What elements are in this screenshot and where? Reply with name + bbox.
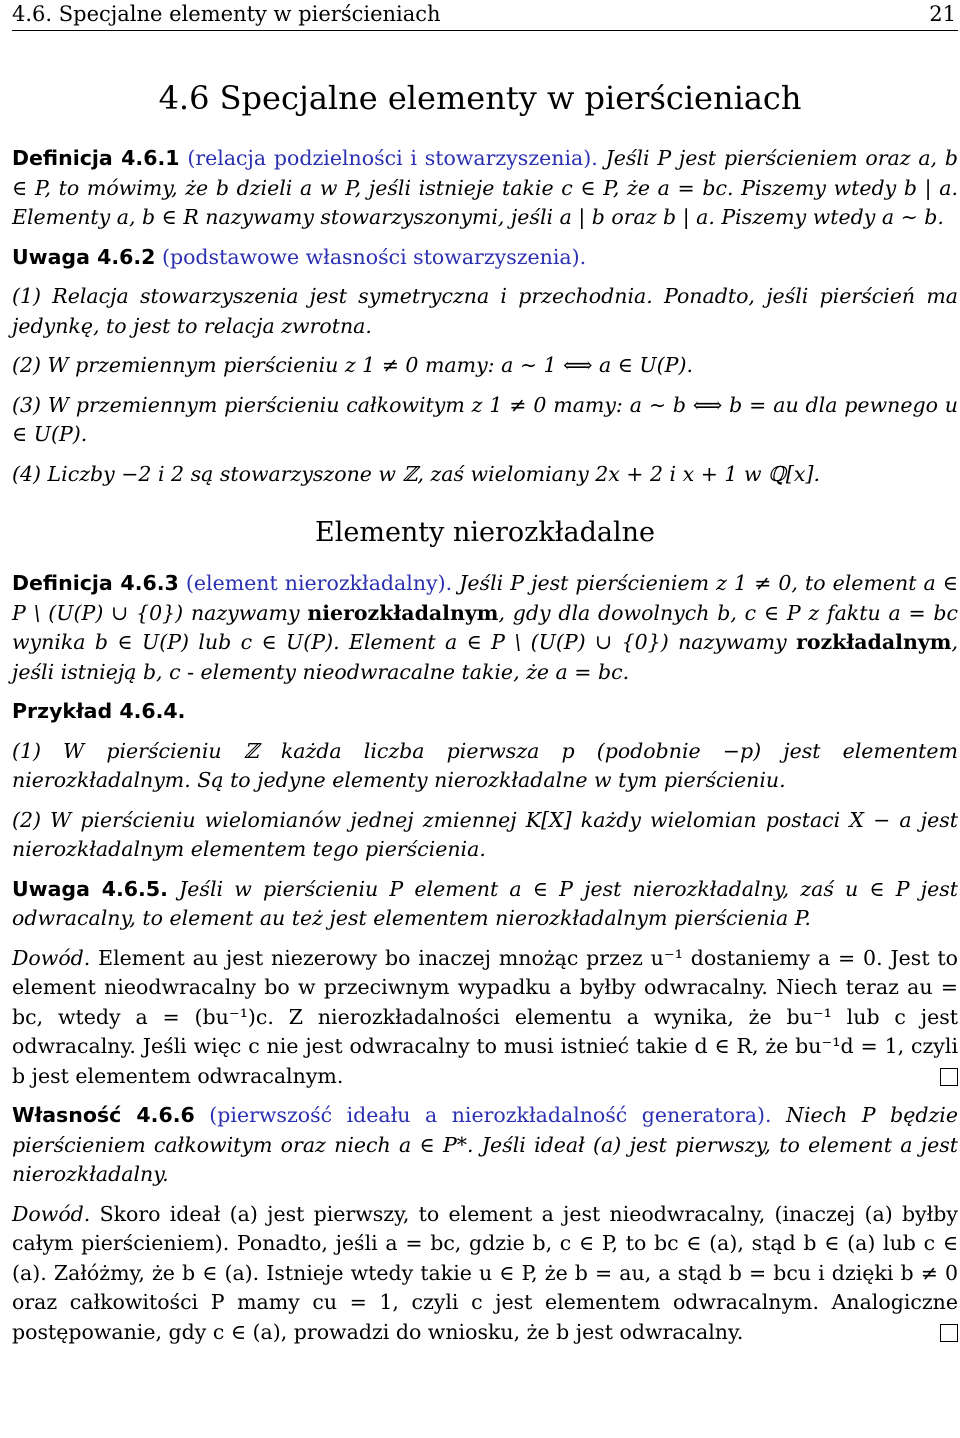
definition-4-6-1 xyxy=(12,144,958,233)
example-4-6-4-heading xyxy=(12,697,958,727)
qed-icon xyxy=(940,1324,958,1342)
header-rule xyxy=(12,30,958,31)
term-nierozkladalny: nierozkładalnym xyxy=(307,600,499,625)
definition-name[interactable]: (element nierozkładalny). xyxy=(185,571,453,595)
definition-body-b: , gdy dla dowolnych b, c ∈ P z faktu a = bc wynika b ∈ U(P) lub c ∈ U(P). Element a ∈ P \ (U(P) ∪ {0}) nazywamy xyxy=(12,600,959,654)
remark-item: (3) W przemiennym pierścieniu całkowitym z 1 ≠ 0 mamy: a ∼ b ⟺ b = au dla pewnego u ∈ U(P). xyxy=(12,392,958,446)
page-number: 21 xyxy=(929,2,956,26)
property-body: Niech P będzie pierścieniem całkowitym oraz niech a ∈ P*. Jeśli ideał (a) jest pierwszy, to element a jest nierozkładalny. xyxy=(12,1103,958,1186)
term-rozkladalny: rozkładalnym xyxy=(796,630,952,654)
remark-4-6-5 xyxy=(12,875,958,934)
example-item: (2) W pierścieniu wielomianów jednej zmiennej K[X] każdy wielomian postaci X − a jest nierozkładalnym elementem tego pierścienia. xyxy=(12,807,958,861)
definition-body: Jeśli P jest pierścieniem oraz a, b ∈ P, to mówimy, że b dzieli a w P, jeśli istnieje takie c ∈ P, że a = bc. Piszemy wtedy b | a. Elementy a, b ∈ R nazywamy stowarzyszonymi, jeśli a | b oraz b | a. Piszemy wtedy a ∼ b. xyxy=(12,146,958,229)
example-item: (1) W pierścieniu ℤ każda liczba pierwsza p (podobnie −p) jest elementem nierozkładalnym. Są to jedyne elementy nierozkładalne w tym pierścieniu. xyxy=(12,738,958,792)
remark-item: (1) Relacja stowarzyszenia jest symetryczna i przechodnia. Ponadto, jeśli pierścień ma jedynkę, to jest to relacja zwrotna. xyxy=(12,284,958,338)
proof-label: Dowód. xyxy=(12,945,91,970)
main-content xyxy=(12,144,958,1357)
remark-item: (4) Liczby −2 i 2 są stowarzyszone w ℤ, zaś wielomiany 2x + 2 i x + 1 w ℚ[x]. xyxy=(12,461,820,486)
definition-label: Definicja 4.6.3 xyxy=(12,571,179,595)
section-title: 4.6 Specjalne elementy w pierścieniach xyxy=(158,79,802,117)
property-name[interactable]: (pierwszość ideału a nierozkładalność generatora). xyxy=(209,1103,772,1127)
proof-4-6-5 xyxy=(12,944,958,1092)
proof-body: Element au jest niezerowy bo inaczej mnożąc przez u⁻¹ dostaniemy a = 0. Jest to element nieodwracalny bo w przeciwnym wypadku a byłby odwracalny. Niech teraz au = bc, wtedy a = (bu⁻¹)c. Z nierozkładalności elementu a wynika, że bu⁻¹ lub c jest odwracalny. Jeśli więc c nie jest odwracalny to musi istnieć takie d ∈ R, że bu⁻¹d = 1, czyli b jest elementem odwracalnym. xyxy=(12,945,958,1088)
running-title: 4.6. Specjalne elementy w pierścieniach xyxy=(12,2,441,26)
example-label: Przykład 4.6.4. xyxy=(12,699,186,723)
definition-4-6-3 xyxy=(12,569,958,687)
property-label: Własność 4.6.6 xyxy=(12,1103,195,1127)
remark-label: Uwaga 4.6.5. xyxy=(12,876,168,901)
proof-4-6-6 xyxy=(12,1200,958,1348)
running-header xyxy=(12,0,956,26)
definition-label: Definicja 4.6.1 xyxy=(12,146,180,170)
remark-body: Jeśli w pierścieniu P element a ∈ P jest nierozkładalny, zaś u ∈ P jest odwracalny, to element au też jest elementem nierozkładalnym pierścienia P. xyxy=(12,876,958,930)
remark-label: Uwaga 4.6.2 xyxy=(12,244,156,269)
remark-name[interactable]: (podstawowe własności stowarzyszenia). xyxy=(161,244,587,269)
subsection-title: Elementy nierozkładalne xyxy=(315,517,655,548)
proof-label: Dowód. xyxy=(12,1201,91,1226)
qed-icon xyxy=(940,1068,958,1086)
proof-body: Skoro ideał (a) jest pierwszy, to element a jest nieodwracalny, (inaczej (a) byłby całym pierścieniem). Ponadto, jeśli a = bc, gdzie b, c ∈ P, to bc ∈ (a), stąd b ∈ (a) lub c ∈ (a). Załóżmy, że b ∈ (a). Istnieje wtedy takie u ∈ P, że b = au, a stąd b = bcu i dzięki b ≠ 0 oraz całkowitości P mamy cu = 1, czyli c jest elementem odwracalnym. Analogiczne postępowanie, gdy c ∈ (a), prowadzi do wniosku, że b jest odwracalny. xyxy=(12,1201,958,1344)
definition-body-a: Jeśli P jest pierścieniem z 1 ≠ 0, to element a ∈ P \ (U(P) ∪ {0}) nazywamy xyxy=(12,571,958,625)
remark-item: (2) W przemiennym pierścieniu z 1 ≠ 0 mamy: a ∼ 1 ⟺ a ∈ U(P). xyxy=(12,353,693,377)
remark-4-6-2-heading xyxy=(12,243,958,273)
definition-name[interactable]: (relacja podzielności i stowarzyszenia). xyxy=(187,146,598,170)
property-4-6-6 xyxy=(12,1101,958,1190)
definition-body-c: , jeśli istnieją b, c - elementy nieodwracalne takie, że a = bc. xyxy=(12,630,958,684)
